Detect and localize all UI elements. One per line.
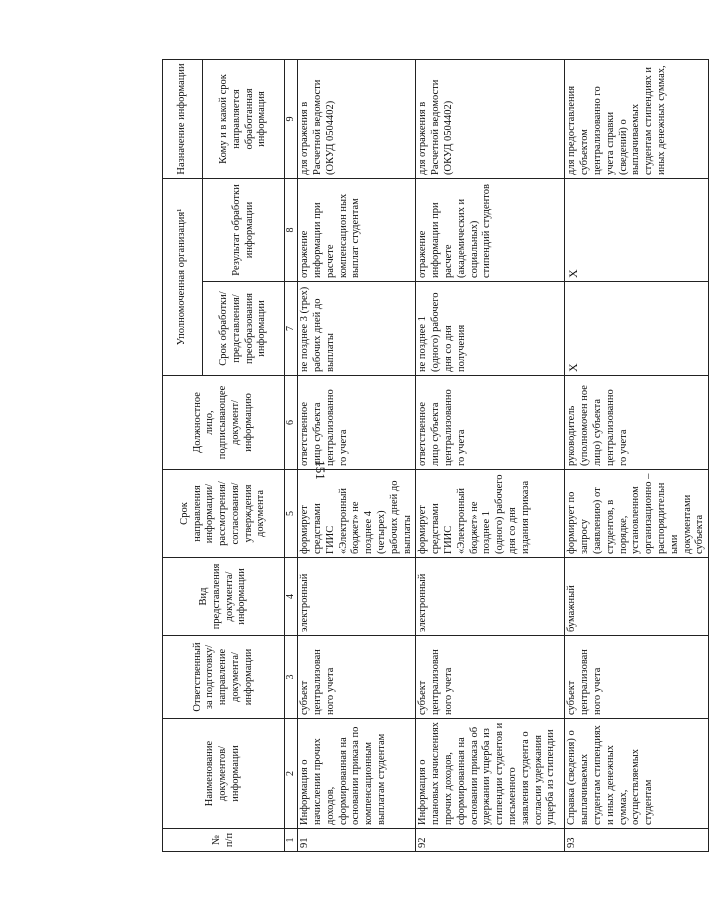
header-doc-name: Наименование документов/ информации [163,719,285,829]
rotated-table-container [162,60,706,852]
row-form: бумажный [565,558,709,636]
row-deadline: формирует средствами ГИИС «Электронный бюджет» не позднее 1 (одного) рабочего дня со дня издания приказа [416,470,565,558]
row-purpose: для предоставления субъектом централизованно го учета справки (сведений) о выплачиваемых студентам стипендиях и иных денежных суммах, [565,60,709,179]
row-num: 93 [565,829,709,852]
row-doc-name: Информация о плановых начислениях прочих доходов, сформированная на основании приказа об удержании ущерба из стипендии студентов и письменного заявления студента о согласии удержания ущерба из стипендии [416,719,565,829]
header-row-top [163,60,203,852]
document-table [162,59,709,852]
header-signer: Должностное лицо, подписывающее документ/ информацию [163,376,285,470]
column-number: 9 [285,60,298,179]
column-number-row [285,60,298,852]
column-number: 3 [285,636,298,719]
row-doc-name: Информация о начислении прочих доходов, сформированная на основании приказа по компенсационным выплатам студентам [298,719,416,829]
row-org-term: не позднее 1 (одного) рабочего дня со дня получения [416,282,565,376]
page-number: 151 [313,460,328,480]
row-form: электронный [298,558,416,636]
row-purpose: для отражения в Расчетной ведомости (ОКУД 0504402) [416,60,565,179]
column-number: 8 [285,179,298,282]
row-deadline: формирует средствами ГИИС «Электронный бюджет» не позднее 4 (четырех) рабочих дней до выплаты [298,470,416,558]
row-num: 92 [416,829,565,852]
column-number: 5 [285,470,298,558]
row-org-result: отражение информации при расчете (академических и социальных) стипендий студентов [416,179,565,282]
row-responsible: субъект централизован ного учета [565,636,709,719]
column-number: 2 [285,719,298,829]
row-deadline: формирует по запросу (заявлению) от студентов, в порядке, установленном организационно – распорядительн ыми документами субъекта [565,470,709,558]
header-purpose: Назначение информации [163,60,203,179]
row-org-term: X [565,282,709,376]
header-authorized-org: Уполномоченная организация¹ [163,179,203,376]
table-row [416,60,565,852]
header-responsible: Ответственный за подготовку/ направление документа/ информации [163,636,285,719]
column-number: 4 [285,558,298,636]
row-num: 91 [298,829,416,852]
header-org-term: Срок обработки/ представления/ преобразования информации [203,282,285,376]
row-purpose: для отражения в Расчетной ведомости (ОКУД 0504402) [298,60,416,179]
row-signer: ответственное лицо субъекта централизованно го учета [416,376,565,470]
column-number: 7 [285,282,298,376]
row-responsible: субъект централизован ного учета [298,636,416,719]
header-deadline: Срок направления информации/ рассмотрения/ согласования/ утверждения документа [163,470,285,558]
row-signer: руководитель (уполномочен ное лицо) субъекта централизованно го учета [565,376,709,470]
header-num: № п/п [163,829,285,852]
row-form: электронный [416,558,565,636]
row-org-term: не позднее 3 (трех) рабочих дней до выплаты [298,282,416,376]
header-org-result: Результат обработки информации [203,179,285,282]
row-org-result: X [565,179,709,282]
row-doc-name: Справка (сведения) о выплачиваемых студентам стипендиях и иных денежных суммах, осуществляемых студентам [565,719,709,829]
rotated-page [162,60,706,852]
header-form: Вид представления документа/ информации [163,558,285,636]
header-recipient: Кому и в какой срок направляется обработанная информация [203,60,285,179]
table-row [298,60,416,852]
column-number: 1 [285,829,298,852]
table-row [565,60,709,852]
row-signer: ответственное лицо субъекта централизованно го учета [298,376,416,470]
row-responsible: субъект централизован ного учета [416,636,565,719]
row-org-result: отражение информации при расчете компенсацион ных выплат студентам [298,179,416,282]
column-number: 6 [285,376,298,470]
